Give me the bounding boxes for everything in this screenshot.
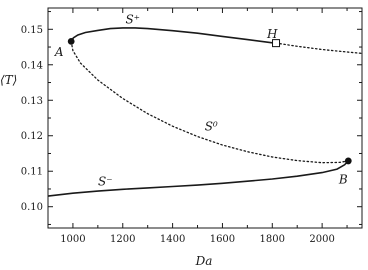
y-tick-label: 0.12 [20, 131, 43, 143]
s-zero-line [71, 41, 348, 162]
plot-border [48, 8, 362, 228]
x-tick-label: 1800 [259, 234, 286, 245]
label-s-minus: S⁻ [98, 174, 113, 189]
s-minus-line [48, 161, 348, 196]
s-plus-unstable-line [276, 43, 362, 53]
point-b-marker [345, 158, 352, 165]
plot-frame [48, 8, 362, 228]
y-tick-label: 0.15 [20, 24, 43, 36]
label-b: B [338, 172, 348, 187]
series-layer [48, 28, 362, 196]
point-a-marker [68, 38, 75, 45]
label-s-plus: S⁺ [125, 12, 141, 27]
x-tick-label: 2000 [309, 234, 335, 245]
x-tick-label: 1400 [159, 234, 186, 245]
y-tick-label: 0.14 [20, 60, 43, 72]
x-tick-label: 1200 [110, 234, 136, 245]
y-tick-label: 0.10 [20, 202, 43, 214]
label-h: H [267, 27, 278, 42]
marker-layer [68, 38, 352, 164]
y-tick-label: 0.13 [20, 95, 43, 107]
y-tick-label: 0.11 [20, 166, 43, 178]
label-s-zero: S⁰ [204, 119, 218, 134]
x-tick-label: 1600 [209, 234, 236, 245]
annotation-layer [54, 12, 348, 188]
s-plus-stable-line [71, 28, 276, 43]
x-tick-label: 1000 [60, 234, 86, 245]
x-axis-label: Da [195, 254, 213, 268]
y-axis-label: ⟨T⟩ [0, 73, 18, 87]
label-a: A [54, 44, 64, 59]
